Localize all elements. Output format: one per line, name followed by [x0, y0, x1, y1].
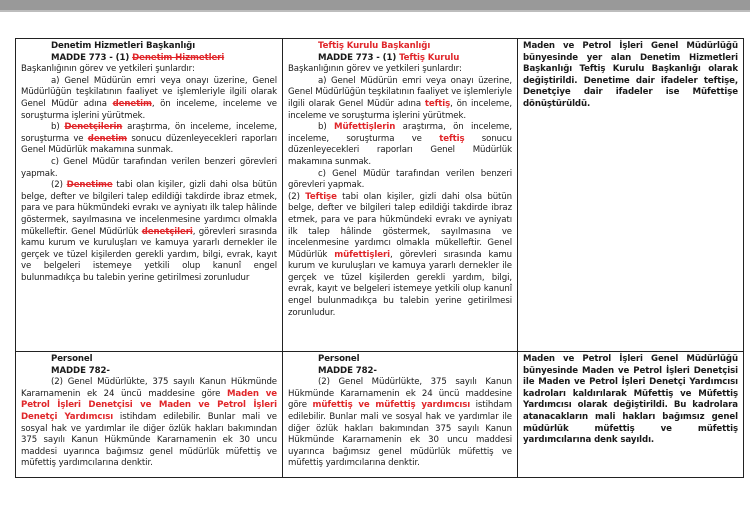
comparison-table [15, 38, 744, 478]
inserted-text: teftiş [439, 133, 465, 144]
top-toolbar-strip [0, 0, 750, 12]
old-text-cell [16, 39, 283, 352]
clause-a: a) Genel Müdürün emri veya onayı üzerine, Genel Müdürlüğün teşkilatının faaliyet ve işlemleriyle ilgili olarak Genel Müdür adına teftiş, ön inceleme, inceleme ve soruşturma işlerini yürütmek. [288, 75, 512, 121]
article-line: MADDE 782- [51, 365, 110, 376]
old-text-cell [16, 352, 283, 478]
section-heading: Personel [318, 354, 360, 364]
deleted-text: Denetime [66, 180, 113, 191]
deleted-text: denetim [112, 98, 152, 109]
deleted-text: denetim [87, 133, 128, 144]
deleted-text: denetçileri [141, 226, 193, 237]
clause-b: b) Denetçilerin araştırma, ön inceleme, inceleme, soruşturma ve denetim sonucu düzenleyecekleri raporları Genel Müdürlük makamına sunmak. [21, 122, 277, 156]
table-row [16, 352, 744, 478]
paragraph: Başkanlığının görev ve yetkileri şunlardır: [21, 64, 195, 75]
clause-a: a) Genel Müdürün emri veya onayı üzerine, Genel Müdürlüğün teşkilatının faaliyet ve işlemleriyle ilgili olarak Genel Müdür adına denetim, ön inceleme, inceleme ve soruşturma işlerini yürütmek. [21, 75, 277, 121]
article-line: MADDE 773 - (1) Teftiş Kurulu [318, 52, 460, 63]
article-line: MADDE 773 - (1) Denetim Hizmetleri [51, 52, 225, 63]
deleted-text: Denetçilerin [64, 122, 123, 133]
paragraph: (2) Genel Müdürlükte, 375 sayılı Kanun Hükmünde Kararnamenin ek 24 üncü maddesine göre müfettiş ve müfettiş yardımcısı istihdam edilebilir. Bunlar mali ve sosyal hak ve yardımlar ile diğer özlük hakları bakımından 375 sayılı Kanun Hükmünde Kararnamenin ek 30 uncu maddesi uyarınca bağımsız genel müdürlük müfettiş ve müfettiş yardımcılarına denktir. [288, 377, 512, 469]
deleted-text: Denetim Hizmetleri [132, 52, 225, 63]
section-heading: Teftiş Kurulu Başkanlığı [318, 41, 431, 51]
new-text-cell [283, 352, 518, 478]
inserted-text: teftiş [424, 98, 451, 109]
inserted-text: müfettişleri [334, 249, 390, 260]
new-text-cell [283, 39, 518, 352]
section-heading: Personel [51, 354, 93, 364]
paragraph-2: (2) Denetime tabi olan kişiler, gizli dahi olsa bütün belge, defter ve bilgileri talep edildiği takdirde ibraz etmek, para ve para hükmündeki evrakı ve ayniyatı ilk talep hâlinde göstermek, sayılmasına ve incelenmesine yardımcı olmakla mükelleftir. Genel Müdürlük denetçileri, görevleri sırasında kamu kurum ve kuruluşları ve kamuya yararlı dernekler ile gerçek ve tüzel kişilerden gerekli yardım, bilgi, evrak, kayıt ve belgeleri istemeye yetkili olup kanunî engel bulunmadıkça bu talebin yerine getirilmesi zorunludur [21, 180, 277, 283]
paragraph: Başkanlığının görev ve yetkileri şunlardır: [288, 64, 462, 75]
clause-b: b) Müfettişlerin araştırma, ön inceleme, inceleme, soruşturma ve teftiş sonucu düzenleyecekleri raporları Genel Müdürlük makamına sunmak. [288, 122, 512, 167]
inserted-text: Teftişe [305, 191, 337, 202]
changed-text: Maden ve Petrol İşleri Denetçisi ve Maden ve Petrol İşleri Denetçi Yardımcısı [21, 388, 277, 422]
clause-c: c) Genel Müdür tarafından verilen benzeri görevleri yapmak. [21, 156, 277, 179]
inserted-text: Müfettişlerin [334, 122, 396, 133]
table-row [16, 39, 744, 352]
paragraph: (2) Genel Müdürlükte, 375 sayılı Kanun Hükmünde Kararnamenin ek 24 üncü maddesine göre Maden ve Petrol İşleri Denetçisi ve Maden ve Petrol İşleri Denetçi Yardımcısı istihdam edilebilir. Bunlar mali ve sosyal hak ve yardımlar ile diğer özlük hakları bakımından 375 sayılı Kanun Hükmünde Kararnamenin ek 30 uncu maddesi uyarınca bağımsız genel müdürlük müfettiş ve müfettiş yardımcılarına denktir. [21, 377, 277, 469]
clause-c: c) Genel Müdür tarafından verilen benzeri görevleri yapmak. [288, 168, 512, 191]
inserted-text: müfettiş ve müfettiş yardımcısı [312, 400, 471, 411]
explanation-cell: Maden ve Petrol İşleri Genel Müdürlüğü bünyesinde yer alan Denetim Hizmetleri Başkanlığı Teftiş Kurulu Başkanlığı olarak değiştirildi. Denetime dair ifadeler teftişe, Denetçiye dair ifadeler ise Müfettişe dönüştürüldü. [518, 39, 744, 352]
explanation-cell: Maden ve Petrol İşleri Genel Müdürlüğü bünyesinde Maden ve Petrol İşleri Denetçisi ile Maden ve Petrol İşleri Denetçi Yardımcısı kadroları kaldırılarak Müfettiş ve Müfettiş Yardımcısı olarak değiştirildi. Bu kadrolara atanacakların mali hakları bağımsız genel müdürlük müfettiş ve müfettiş yardımcılarına denk sayıldı. [518, 352, 744, 478]
inserted-text: Teftiş Kurulu [399, 52, 460, 63]
section-heading: Denetim Hizmetleri Başkanlığı [51, 41, 196, 51]
paragraph-2: (2) Teftişe tabi olan kişiler, gizli dahi olsa bütün belge, defter ve bilgileri talep edildiği takdirde ibraz etmek, para ve para hükmündeki evrakı ve ayniyatı ilk talep hâlinde göstermek, sayılmasına ve incelenmesine yardımcı olmakla mükelleftir. Genel Müdürlük müfettişleri, görevleri sırasında kamu kurum ve kuruluşları ve kamuya yararlı dernekler ile gerçek ve tüzel kişilerden gerekli yardım, bilgi, evrak, kayıt ve belgeleri istemeye yetkili olup kanunî engel bulunmadıkça bu talebin yerine getirilmesi zorunludur. [288, 191, 512, 318]
article-line: MADDE 782- [318, 365, 377, 376]
